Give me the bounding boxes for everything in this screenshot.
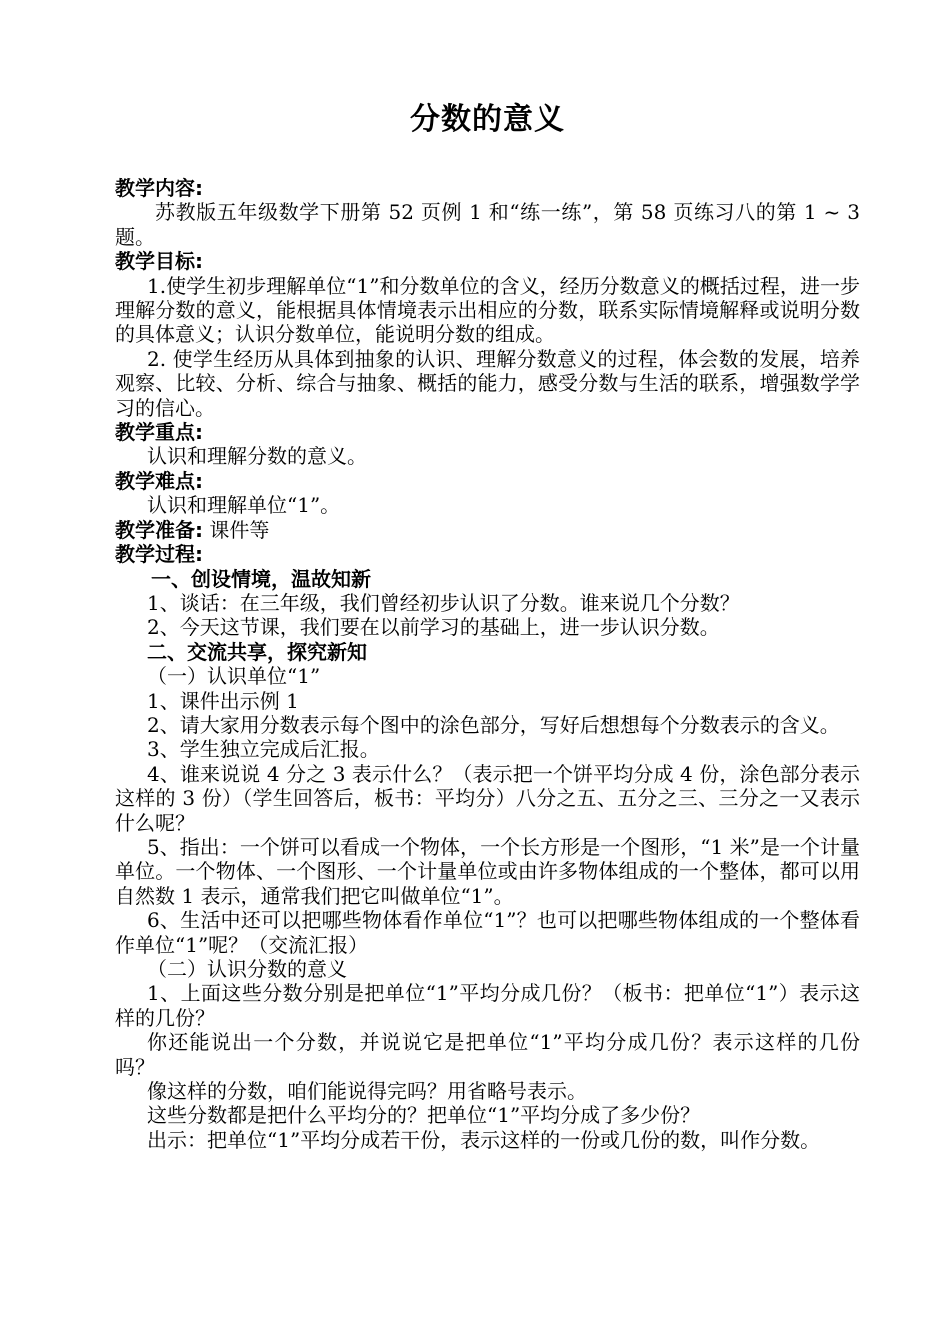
key-label: 教学重点: [115,420,203,445]
sub1-step2: 2、请大家用分数表示每个图中的涂色部分，写好后想想每个分数表示的含义。 [147,712,840,737]
document-page [115,100,867,1152]
goals-label: 教学目标: [115,249,203,274]
content-label: 教学内容: [115,176,203,200]
sub2-paragraph-3: 像这样的分数，咱们能说得完吗？用省略号表示。 [147,1079,587,1104]
goal-1: 1.使学生初步理解单位“1”和分数单位的含义，经历分数意义的概括过程，进一步理解分数的意义，能根据具体情境表示出相应的分数，联系实际情境解释或说明分数的具体意义；认识分数单位，能说明分数的组成。 [115,273,860,347]
difficulty-label: 教学难点: [115,468,203,493]
prep-text: 课件等 [203,517,270,542]
sub1-step5: 5、指出：一个饼可以看成一个物体，一个长方形是一个图形，“1 米”是一个计量单位。一个物体、一个图形、一个计量单位或由许多物体组成的一个整体，都可以用自然数 1 表示，通常我们把它叫做单位“1”。 [115,834,860,908]
process-label: 教学过程: [115,542,203,567]
content-text: 苏教版五年级数学下册第 52 页例 1 和“练一练”，第 58 页练习八的第 1 ~ 3 题。 [115,200,867,249]
sub2-paragraph-4: 这些分数都是把什么平均分的？把单位“1”平均分成了多少份？ [147,1103,701,1128]
sub1-heading: （一）认识单位“1” [147,664,321,689]
key-text: 认识和理解分数的意义。 [147,444,367,469]
sub2-heading: （二）认识分数的意义 [147,957,347,981]
sub1-step6: 6、生活中还可以把哪些物体看作单位“1”？也可以把哪些物体组成的一个整体看作单位“1”呢？（交流汇报） [115,908,860,957]
part1-step2: 2、今天这节课，我们要在以前学习的基础上，进一步认识分数。 [147,615,720,640]
sub2-paragraph-2: 你还能说出一个分数，并说说它是把单位“1”平均分成几份？表示这样的几份吗？ [115,1030,860,1079]
prep-label: 教学准备: [115,517,203,542]
prep-line [115,518,860,542]
part1-heading: 一、创设情境，温故知新 [151,566,371,591]
part1-step1: 1、谈话：在三年级，我们曾经初步认识了分数。谁来说几个分数？ [147,590,740,615]
page-title: 分数的意义 [410,102,565,137]
goal-2: 2. 使学生经历从具体到抽象的认识、理解分数意义的过程，体会数的发展，培养观察、比较、分析、综合与抽象、概括的能力，感受分数与生活的联系，增强数学学习的信心。 [115,346,860,420]
part2-heading: 二、交流共享，探究新知 [147,639,367,664]
sub2-paragraph-5: 出示：把单位“1”平均分成若干份，表示这样的一份或几份的数，叫作分数。 [147,1127,821,1152]
sub1-step1: 1、课件出示例 1 [147,688,299,713]
difficulty-text: 认识和理解单位“1”。 [147,493,341,518]
sub1-step4: 4、谁来说说 4 分之 3 表示什么？（表示把一个饼平均分成 4 份，涂色部分表示这样的 3 份）（学生回答后，板书：平均分）八分之五、五分之三、三分之一又表示什么呢？ [115,761,860,835]
sub2-step1: 1、上面这些分数分别是把单位“1”平均分成几份？（板书：把单位“1”）表示这样的几份？ [115,981,860,1030]
sub1-step3: 3、学生独立完成后汇报。 [147,737,380,762]
